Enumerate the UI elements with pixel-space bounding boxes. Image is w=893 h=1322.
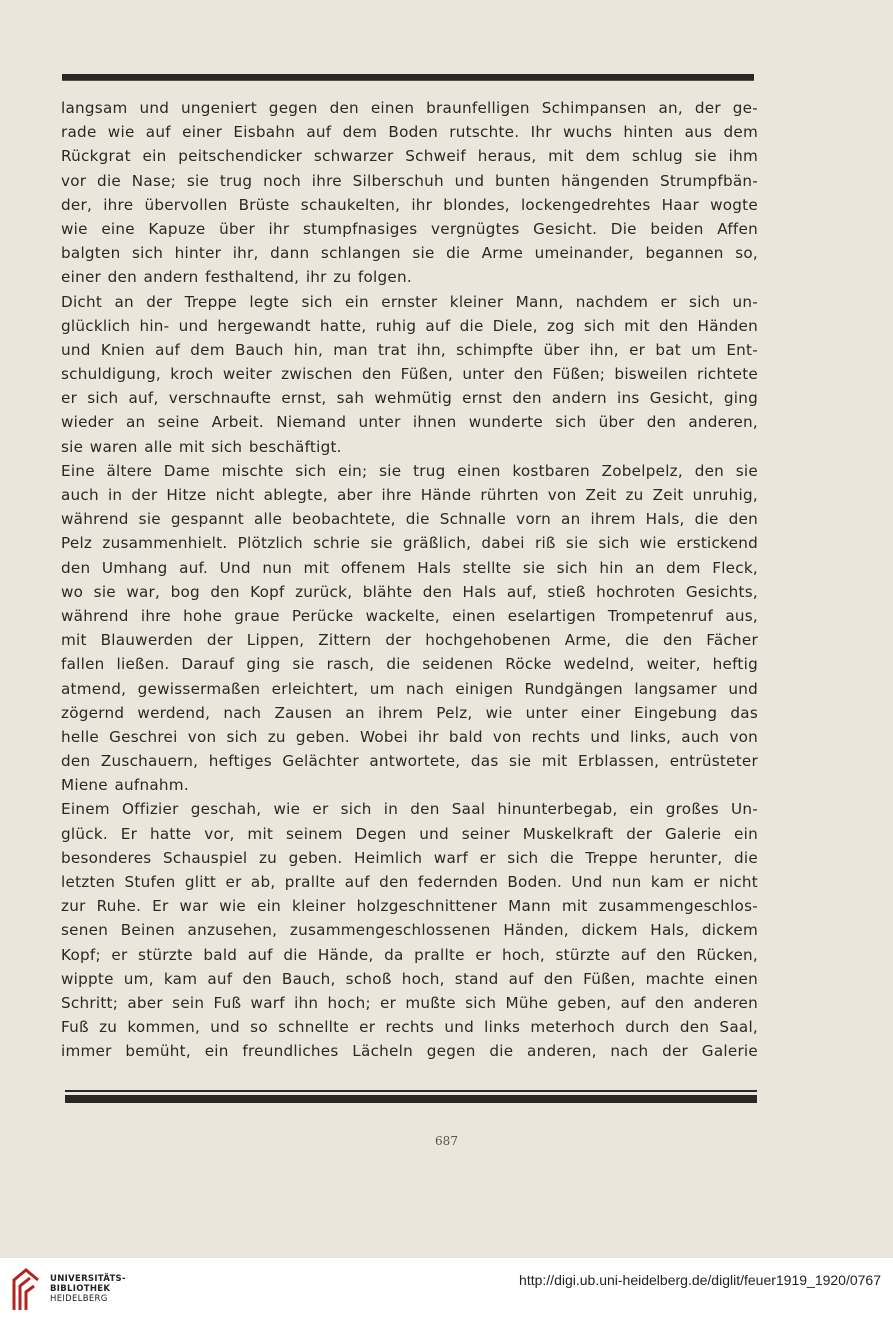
text-line: während sie gespannt alle beobachtete, die Schnalle vorn an ihrem Hals, die den <box>61 510 758 529</box>
text-line: wippte um, kam auf den Bauch, schoß hoch, stand auf den Füßen, machte einen <box>61 969 758 988</box>
text-line: vor die Nase; sie trug noch ihre Silberschuh und bunten hängenden Strumpfbän- <box>61 171 758 190</box>
text-line: balgten sich hinter ihr, dann schlangen sie die Arme umeinander, begannen so, <box>61 244 758 263</box>
text-line: langsam und ungeniert gegen den einen braunfelligen Schimpansen an, der ge- <box>61 99 758 117</box>
text-line: Eine ältere Dame mischte sich ein; sie trug einen kostbaren Zobelpelz, den sie <box>61 461 758 480</box>
text-line: Rückgrat ein peitschendicker schwarzer Schweif heraus, mit dem schlug sie ihm <box>61 147 758 166</box>
text-line: Fuß zu kommen, und so schnellte er rechts und links meterhoch durch den Saal, <box>61 1018 758 1037</box>
logo-line-1: UNIVERSITÄTS- <box>50 1274 126 1284</box>
text-line: zögernd werdend, nach Zausen an ihrem Pelz, wie unter einer Eingebung das <box>61 703 758 722</box>
text-line: helle Geschrei von sich zu geben. Wobei ihr bald von rechts und links, auch von <box>61 727 758 746</box>
text-line: er sich auf, verschnaufte ernst, sah wehmütig ernst den andern ins Gesicht, ging <box>61 389 758 408</box>
bottom-rule <box>65 1090 757 1104</box>
source-url-link[interactable]: http://digi.ub.uni-heidelberg.de/diglit/feuer1919_1920/0767 <box>519 1272 881 1288</box>
text-line: fallen ließen. Darauf ging sie rasch, die seidenen Röcke wedelnd, weiter, heftig <box>61 655 758 674</box>
text-line: einer den andern festhaltend, ihr zu folgen. <box>61 268 412 287</box>
top-rule <box>62 74 754 81</box>
logo-line-2: BIBLIOTHEK <box>50 1284 111 1294</box>
text-line: glücklich hin- und hergewandt hatte, ruhig auf die Diele, zog sich mit den Händen <box>61 316 758 335</box>
text-line: den Umhang auf. Und nun mit offenem Hals stellte sie sich hin an dem Fleck, <box>61 558 758 577</box>
text-line: Dicht an der Treppe legte sich ein ernster kleiner Mann, nachdem er sich un- <box>61 292 758 311</box>
text-line: immer bemüht, ein freundliches Lächeln gegen die anderen, nach der Galerie <box>61 1042 758 1061</box>
text-line: mit Blauwerden der Lippen, Zittern der hochgehobenen Arme, die den Fächer <box>61 631 758 650</box>
text-line: der, ihre übervollen Brüste schaukelten, ihr blondes, lockengedrehtes Haar wogte <box>61 195 758 214</box>
text-line: wie eine Kapuze über ihr stumpfnasiges vergnügtes Gesicht. Die beiden Affen <box>61 219 758 238</box>
text-line: atmend, gewissermaßen erleichtert, um nach einigen Rundgängen langsamer und <box>61 679 758 698</box>
text-line: letzten Stufen glitt er ab, prallte auf den federnden Boden. Und nun kam er nicht <box>61 873 758 891</box>
text-line: glück. Er hatte vor, mit seinem Degen und seiner Muskelkraft der Galerie ein <box>61 824 758 843</box>
text-line: Miene aufnahm. <box>61 776 189 795</box>
text-line: während ihre hohe graue Perücke wackelte, einen eselartigen Trompetenruf aus, <box>61 606 758 625</box>
text-line: senen Beinen anzusehen, zusammengeschlossenen Händen, dickem Hals, dickem <box>61 921 758 940</box>
text-line: den Zuschauern, heftiges Gelächter antwortete, das sie mit Erblassen, entrüsteter <box>61 752 758 771</box>
text-line: rade wie auf einer Eisbahn auf dem Boden rutschte. Ihr wuchs hinten aus dem <box>61 123 758 142</box>
text-line: wo sie war, bog den Kopf zurück, blähte den Hals auf, stieß hochroten Gesichts, <box>61 582 758 601</box>
text-line: auch in der Hitze nicht ablegte, aber ihre Hände rührten von Zeit zu Zeit unruhig, <box>61 486 758 504</box>
text-line: sie waren alle mit sich beschäftigt. <box>61 437 342 456</box>
text-line: und Knien auf dem Bauch hin, man trat ihn, schimpfte über ihn, er bat um Ent- <box>61 340 758 359</box>
footer-bar <box>0 1258 893 1322</box>
text-line: Kopf; er stürzte bald auf die Hände, da prallte er hoch, stürzte auf den Rücken, <box>61 945 758 964</box>
body-text <box>61 96 758 1064</box>
library-logo-text <box>50 1274 126 1304</box>
bottom-rule-thick <box>65 1095 757 1103</box>
text-line: besonderes Schauspiel zu geben. Heimlich warf er sich die Treppe herunter, die <box>61 848 758 867</box>
text-line: wieder an seine Arbeit. Niemand unter ihnen wunderte sich über den anderen, <box>61 413 758 432</box>
text-line: schuldigung, kroch weiter zwischen den Füßen, unter den Füßen; bisweilen richtete <box>61 365 758 384</box>
bottom-rule-thin <box>65 1090 757 1092</box>
text-line: zur Ruhe. Er war wie ein kleiner holzgeschnittener Mann mit zusammengeschlos- <box>61 897 758 916</box>
text-line: Schritt; aber sein Fuß warf ihn hoch; er mußte sich Mühe geben, auf den anderen <box>61 993 758 1012</box>
page-number: 687 <box>435 1134 458 1148</box>
text-line: Einem Offizier geschah, wie er sich in den Saal hinunterbegab, ein großes Un- <box>61 800 758 819</box>
text-line: Pelz zusammenhielt. Plötzlich schrie sie gräßlich, dabei riß sie sich wie erstickend <box>61 534 758 553</box>
logo-line-3: HEIDELBERG <box>50 1294 108 1304</box>
library-logo-icon <box>8 1266 44 1314</box>
